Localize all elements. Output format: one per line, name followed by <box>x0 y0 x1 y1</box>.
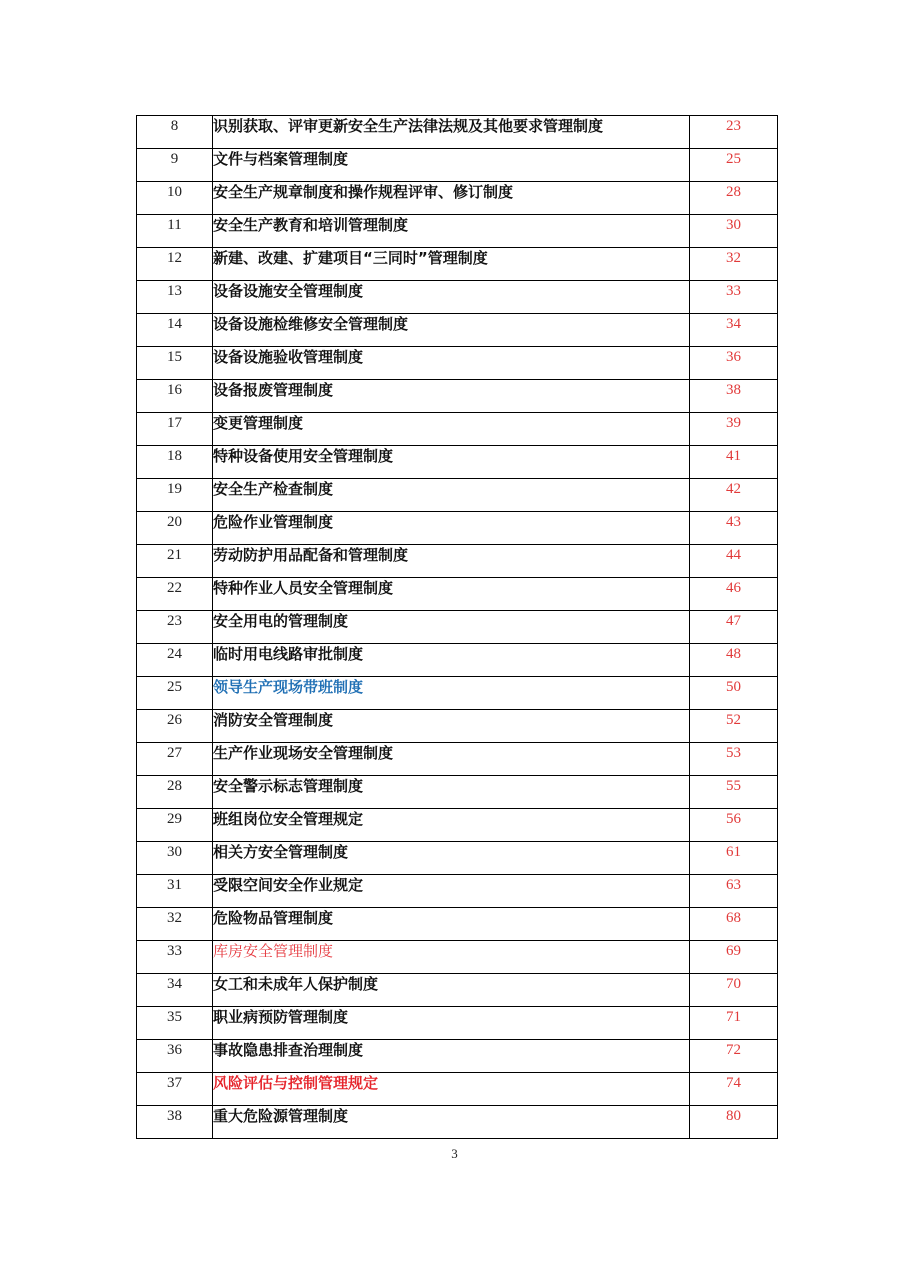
entry-number: 17 <box>137 413 213 446</box>
entry-page-number[interactable]: 42 <box>690 479 778 512</box>
entry-title[interactable]: 生产作业现场安全管理制度 <box>213 743 690 776</box>
table-row <box>137 314 778 347</box>
entry-number: 16 <box>137 380 213 413</box>
entry-number: 32 <box>137 908 213 941</box>
page-number: 3 <box>451 1146 458 1161</box>
entry-page-number[interactable]: 72 <box>690 1040 778 1073</box>
entry-page-number[interactable]: 23 <box>690 116 778 149</box>
entry-number: 29 <box>137 809 213 842</box>
table-row <box>137 347 778 380</box>
table-row <box>137 941 778 974</box>
entry-page-number[interactable]: 30 <box>690 215 778 248</box>
entry-title[interactable]: 安全生产教育和培训管理制度 <box>213 215 690 248</box>
entry-title[interactable]: 班组岗位安全管理规定 <box>213 809 690 842</box>
table-row <box>137 743 778 776</box>
entry-page-number[interactable]: 48 <box>690 644 778 677</box>
table-row <box>137 413 778 446</box>
entry-number: 20 <box>137 512 213 545</box>
table-row <box>137 248 778 281</box>
entry-title[interactable]: 设备报废管理制度 <box>213 380 690 413</box>
table-row <box>137 512 778 545</box>
entry-number: 34 <box>137 974 213 1007</box>
entry-title[interactable]: 危险作业管理制度 <box>213 512 690 545</box>
entry-page-number[interactable]: 55 <box>690 776 778 809</box>
entry-title[interactable]: 女工和未成年人保护制度 <box>213 974 690 1007</box>
entry-number: 31 <box>137 875 213 908</box>
entry-title[interactable]: 领导生产现场带班制度 <box>213 677 690 710</box>
entry-number: 36 <box>137 1040 213 1073</box>
table-row <box>137 875 778 908</box>
entry-number: 19 <box>137 479 213 512</box>
entry-number: 22 <box>137 578 213 611</box>
table-row <box>137 809 778 842</box>
entry-number: 23 <box>137 611 213 644</box>
entry-title[interactable]: 设备设施安全管理制度 <box>213 281 690 314</box>
entry-title[interactable]: 事故隐患排查治理制度 <box>213 1040 690 1073</box>
entry-number: 21 <box>137 545 213 578</box>
table-row <box>137 281 778 314</box>
entry-number: 24 <box>137 644 213 677</box>
entry-page-number[interactable]: 34 <box>690 314 778 347</box>
entry-title[interactable]: 重大危险源管理制度 <box>213 1106 690 1139</box>
entry-title[interactable]: 受限空间安全作业规定 <box>213 875 690 908</box>
entry-number: 30 <box>137 842 213 875</box>
entry-page-number[interactable]: 61 <box>690 842 778 875</box>
table-row <box>137 116 778 149</box>
table-row <box>137 644 778 677</box>
table-row <box>137 215 778 248</box>
entry-number: 14 <box>137 314 213 347</box>
entry-number: 28 <box>137 776 213 809</box>
table-row <box>137 149 778 182</box>
entry-number: 26 <box>137 710 213 743</box>
table-row <box>137 182 778 215</box>
entry-title[interactable]: 文件与档案管理制度 <box>213 149 690 182</box>
entry-page-number[interactable]: 33 <box>690 281 778 314</box>
table-row <box>137 842 778 875</box>
entry-page-number[interactable]: 68 <box>690 908 778 941</box>
entry-title[interactable]: 变更管理制度 <box>213 413 690 446</box>
entry-page-number[interactable]: 44 <box>690 545 778 578</box>
table-row <box>137 1040 778 1073</box>
table-row <box>137 710 778 743</box>
entry-number: 38 <box>137 1106 213 1139</box>
entry-page-number[interactable]: 63 <box>690 875 778 908</box>
entry-page-number[interactable]: 50 <box>690 677 778 710</box>
table-row <box>137 776 778 809</box>
table-of-contents <box>136 115 778 1139</box>
table-row <box>137 479 778 512</box>
entry-title[interactable]: 相关方安全管理制度 <box>213 842 690 875</box>
entry-page-number[interactable]: 80 <box>690 1106 778 1139</box>
entry-page-number[interactable]: 28 <box>690 182 778 215</box>
entry-title[interactable]: 风险评估与控制管理规定 <box>213 1073 690 1106</box>
entry-title[interactable]: 识别获取、评审更新安全生产法律法规及其他要求管理制度 <box>213 116 690 149</box>
entry-number: 11 <box>137 215 213 248</box>
entry-page-number[interactable]: 56 <box>690 809 778 842</box>
entry-title[interactable]: 危险物品管理制度 <box>213 908 690 941</box>
entry-number: 15 <box>137 347 213 380</box>
entry-page-number[interactable]: 41 <box>690 446 778 479</box>
table-row <box>137 1073 778 1106</box>
entry-page-number[interactable]: 52 <box>690 710 778 743</box>
entry-title[interactable]: 职业病预防管理制度 <box>213 1007 690 1040</box>
entry-number: 10 <box>137 182 213 215</box>
entry-page-number[interactable]: 74 <box>690 1073 778 1106</box>
entry-title[interactable]: 劳动防护用品配备和管理制度 <box>213 545 690 578</box>
table-row <box>137 908 778 941</box>
entry-number: 27 <box>137 743 213 776</box>
entry-title[interactable]: 安全用电的管理制度 <box>213 611 690 644</box>
table-row <box>137 380 778 413</box>
toc-body <box>137 116 778 1139</box>
entry-number: 8 <box>137 116 213 149</box>
table-row <box>137 677 778 710</box>
entry-title[interactable]: 特种作业人员安全管理制度 <box>213 578 690 611</box>
entry-page-number[interactable]: 38 <box>690 380 778 413</box>
entry-page-number[interactable]: 70 <box>690 974 778 1007</box>
entry-page-number[interactable]: 32 <box>690 248 778 281</box>
entry-page-number[interactable]: 36 <box>690 347 778 380</box>
entry-title[interactable]: 库房安全管理制度 <box>213 941 690 974</box>
entry-title[interactable]: 安全生产检查制度 <box>213 479 690 512</box>
entry-number: 18 <box>137 446 213 479</box>
entry-page-number[interactable]: 25 <box>690 149 778 182</box>
table-row <box>137 611 778 644</box>
entry-title[interactable]: 安全生产规章制度和操作规程评审、修订制度 <box>213 182 690 215</box>
entry-title[interactable]: 消防安全管理制度 <box>213 710 690 743</box>
entry-title[interactable]: 设备设施检维修安全管理制度 <box>213 314 690 347</box>
entry-number: 35 <box>137 1007 213 1040</box>
entry-title[interactable]: 设备设施验收管理制度 <box>213 347 690 380</box>
entry-page-number[interactable]: 53 <box>690 743 778 776</box>
entry-title[interactable]: 特种设备使用安全管理制度 <box>213 446 690 479</box>
entry-number: 9 <box>137 149 213 182</box>
entry-number: 25 <box>137 677 213 710</box>
table-row <box>137 1007 778 1040</box>
entry-number: 13 <box>137 281 213 314</box>
table-row <box>137 446 778 479</box>
table-row <box>137 545 778 578</box>
entry-number: 37 <box>137 1073 213 1106</box>
entry-title[interactable]: 安全警示标志管理制度 <box>213 776 690 809</box>
table-row <box>137 578 778 611</box>
entry-page-number[interactable]: 46 <box>690 578 778 611</box>
entry-number: 33 <box>137 941 213 974</box>
entry-title[interactable]: 新建、改建、扩建项目“三同时”管理制度 <box>213 248 690 281</box>
entry-title[interactable]: 临时用电线路审批制度 <box>213 644 690 677</box>
entry-page-number[interactable]: 39 <box>690 413 778 446</box>
table-row <box>137 974 778 1007</box>
entry-page-number[interactable]: 43 <box>690 512 778 545</box>
entry-page-number[interactable]: 71 <box>690 1007 778 1040</box>
table-row <box>137 1106 778 1139</box>
entry-page-number[interactable]: 69 <box>690 941 778 974</box>
entry-number: 12 <box>137 248 213 281</box>
entry-page-number[interactable]: 47 <box>690 611 778 644</box>
